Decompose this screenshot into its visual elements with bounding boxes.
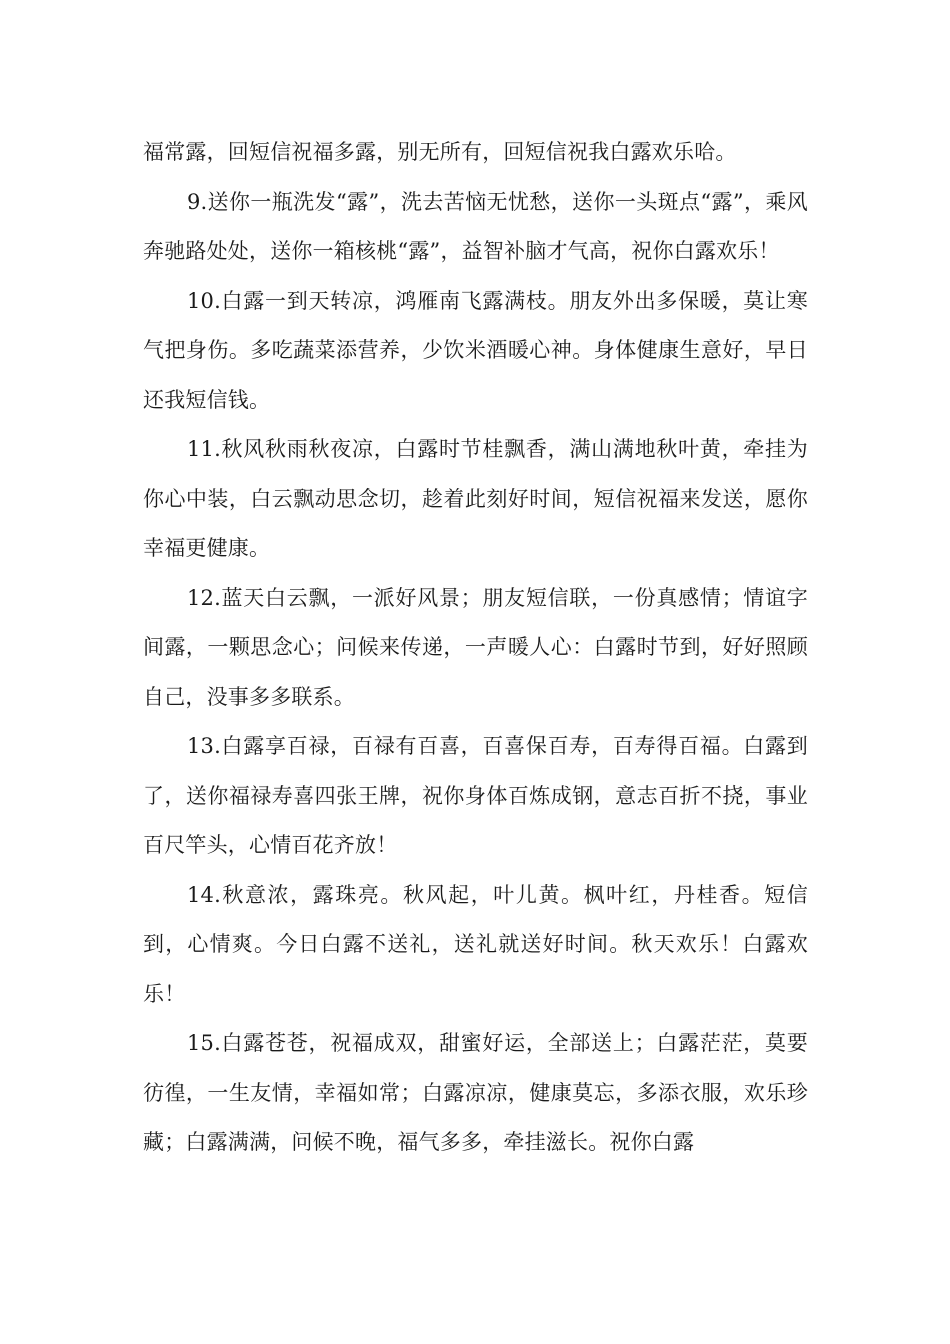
paragraph-item-9: 9.送你一瓶洗发“露”，洗去苦恼无忧愁，送你一头斑点“露”，乘风奔驰路处处，送你一箱核桃“露”，益智补脑才气高，祝你白露欢乐！ [143, 189, 808, 263]
paragraph-item-12: 12.蓝天白云飘，一派好风景；朋友短信联，一份真感情；情谊字间露，一颗思念心；问候来传递，一声暖人心：白露时节到，好好照顾自己，没事多多联系。 [143, 585, 808, 709]
document-body [143, 128, 808, 1168]
paragraph-item-13: 13.白露享百禄，百禄有百喜，百喜保百寿，百寿得百福。白露到了，送你福禄寿喜四张王牌，祝你身体百炼成钢，意志百折不挠，事业百尺竿头，心情百花齐放！ [143, 734, 808, 857]
paragraph-item-11: 11.秋风秋雨秋夜凉，白露时节桂飘香，满山满地秋叶黄，牵挂为你心中装，白云飘动思念切，趁着此刻好时间，短信祝福来发送，愿你幸福更健康。 [143, 437, 808, 560]
paragraph-continuation: 福常露，回短信祝福多露，别无所有，回短信祝我白露欢乐哈。 [143, 140, 737, 164]
paragraph-item-15: 15.白露苍苍，祝福成双，甜蜜好运，全部送上；白露茫茫，莫要彷徨，一生友情，幸福如常；白露凉凉，健康莫忘，多添衣服，欢乐珍藏；白露满满，问候不晚，福气多多，牵挂滋长。祝你白露 [143, 1031, 808, 1154]
paragraph-item-14: 14.秋意浓，露珠亮。秋风起，叶儿黄。枫叶红，丹桂香。短信到，心情爽。今日白露不送礼，送礼就送好时间。秋天欢乐！白露欢乐！ [143, 882, 808, 1006]
paragraph-item-10: 10.白露一到天转凉，鸿雁南飞露满枝。朋友外出多保暖，莫让寒气把身伤。多吃蔬菜添营养，少饮米酒暖心神。身体健康生意好，早日还我短信钱。 [143, 288, 808, 412]
